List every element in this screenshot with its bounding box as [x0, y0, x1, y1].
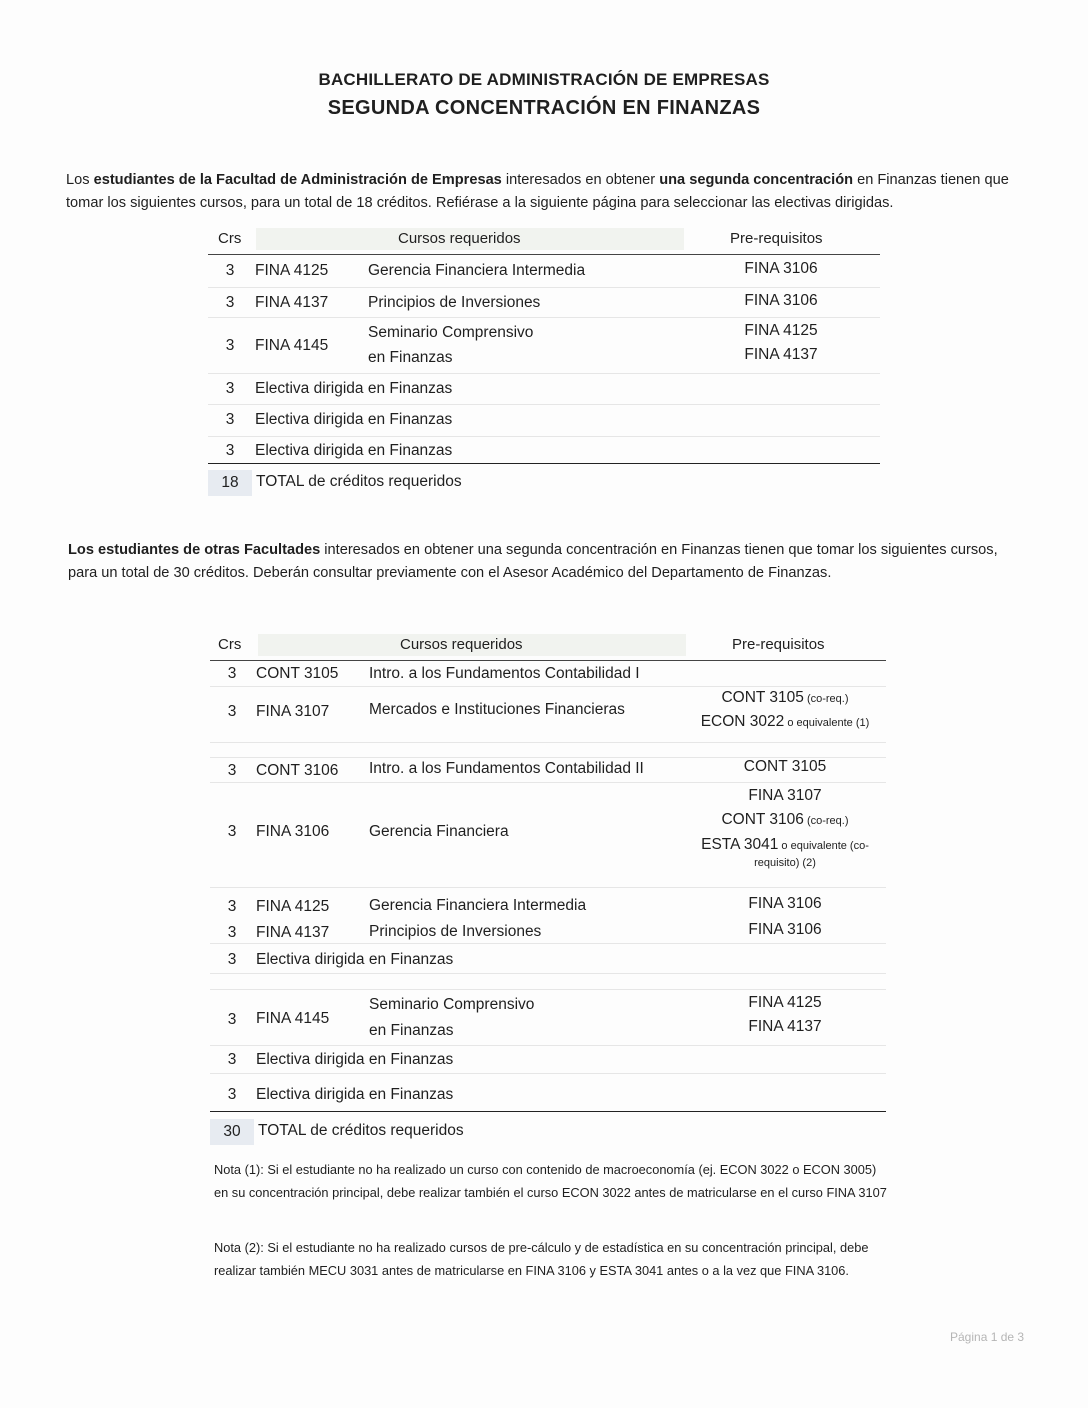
row-credits: 3 [227, 1086, 237, 1103]
row-course-name: en Finanzas [369, 1022, 454, 1039]
row-credits: 3 [227, 823, 237, 840]
row-elective: Electiva dirigida en Finanzas [256, 1051, 454, 1068]
row-prereq: FINA 3106 [744, 292, 818, 309]
row-elective: Electiva dirigida en Finanzas [256, 951, 454, 968]
row-credits: 3 [227, 951, 237, 968]
row-prereq: FINA 4137 [744, 346, 818, 363]
table-row [208, 374, 880, 405]
row-credits: 3 [227, 1051, 237, 1068]
row-course-name: Intro. a los Fundamentos Contabilidad I [369, 665, 640, 682]
prereq-note: (co-req.) [803, 693, 849, 705]
row-course-code: FINA 3106 [256, 823, 330, 840]
table-row [210, 917, 886, 944]
section1-intro [66, 169, 1026, 215]
row-prereq: FINA 3106 [744, 260, 818, 277]
row-credits: 3 [225, 411, 235, 428]
row-course-name: Mercados e Instituciones Financieras [369, 701, 625, 718]
prereq-note: requisito) (2) [754, 857, 816, 869]
header-courses: Cursos requeridos [398, 230, 521, 247]
total-credits: 18 [208, 470, 252, 496]
table-row [210, 990, 886, 1046]
total-label: TOTAL de créditos requeridos [256, 473, 462, 490]
row-elective: Electiva dirigida en Finanzas [255, 442, 453, 459]
row-credits: 3 [225, 380, 235, 397]
row-credits: 3 [227, 924, 237, 941]
table-row [208, 405, 880, 437]
row-elective: Electiva dirigida en Finanzas [256, 1086, 454, 1103]
total-divider [210, 1111, 886, 1112]
row-credits: 3 [227, 898, 237, 915]
table-row [210, 1046, 886, 1074]
section2-intro [68, 539, 1028, 585]
row-credits: 3 [225, 294, 235, 311]
row-course-name: Seminario Comprensivo [369, 996, 535, 1013]
row-elective: Electiva dirigida en Finanzas [255, 411, 453, 428]
header-crs: Crs [218, 230, 242, 247]
row-course-code: FINA 4125 [256, 898, 330, 915]
row-course-code: FINA 4145 [256, 1010, 330, 1027]
prereq-note: o equivalente (co- [778, 840, 869, 852]
header-courses: Cursos requeridos [400, 636, 523, 653]
table-row [210, 783, 886, 888]
prereq-code: ECON 3022 [700, 713, 785, 730]
table-row [208, 288, 880, 318]
prereq-note: (co-req.) [803, 815, 849, 827]
prereq-code: CONT 3105 [721, 689, 804, 706]
intro-text: Los [66, 172, 94, 188]
header-prereq: Pre-requisitos [732, 636, 825, 653]
note-2: Nota (2): Si el estudiante no ha realizado cursos de pre-cálculo y de estadística en su concentración principal, debe realizar también MECU 3031 antes de matricularse en FINA 3106 y ESTA 3041 antes o a la vez que FINA 3106. [214, 1240, 869, 1278]
intro-bold-text: una segunda concentración [659, 172, 854, 188]
intro-text: en Finanzas tienen que tomar los siguientes cursos, para un total de 18 créditos. Refiérase a la siguiente página para seleccionar las electivas dirigidas. [66, 172, 1009, 211]
row-prereq [680, 685, 890, 712]
courses-table-2 [210, 634, 886, 1154]
row-prereq: FINA 4125 [744, 322, 818, 339]
intro-bold-text: estudiantes de la Facultad de Administración de Empresas [93, 172, 502, 188]
total-credits: 30 [210, 1119, 254, 1145]
row-prereq: CONT 3105 [743, 758, 827, 775]
row-elective: Electiva dirigida en Finanzas [255, 380, 453, 397]
row-course-code: FINA 3107 [256, 703, 330, 720]
prereq-code: CONT 3106 [721, 811, 804, 828]
row-course-code: FINA 4137 [256, 924, 330, 941]
table-row [210, 888, 886, 916]
row-course-code: FINA 4145 [255, 337, 329, 354]
row-credits: 3 [227, 665, 237, 682]
row-course-code: CONT 3105 [256, 665, 339, 682]
intro-text: interesados en obtener una segunda concentración en Finanzas tienen que tomar los siguientes cursos, para un total de 30 créditos. Deberán consultar previamente con el Asesor Académico del Departamento de Finanzas. [68, 542, 998, 581]
row-course-code: FINA 4137 [255, 294, 329, 311]
row-prereq [680, 709, 890, 736]
row-credits: 3 [227, 762, 237, 779]
row-course-name: Gerencia Financiera [369, 823, 509, 840]
table-row [210, 944, 886, 974]
table-row [210, 662, 886, 687]
table-row [210, 687, 886, 743]
row-credits: 3 [225, 442, 235, 459]
table-row [208, 256, 880, 288]
table-row [208, 437, 880, 464]
courses-table-1 [208, 228, 880, 498]
row-prereq: FINA 4125 [748, 994, 822, 1011]
intro-text: interesados en obtener [501, 172, 660, 188]
row-course-code: CONT 3106 [256, 762, 339, 779]
document-title: BACHILLERATO DE ADMINISTRACIÓN DE EMPRESAS [318, 70, 770, 89]
table-header [210, 634, 886, 661]
row-course-name: Gerencia Financiera Intermedia [368, 262, 586, 279]
prereq-note: o equivalente (1) [784, 717, 870, 729]
total-label: TOTAL de créditos requeridos [258, 1122, 464, 1139]
header-prereq: Pre-requisitos [730, 230, 823, 247]
row-course-name: en Finanzas [368, 349, 453, 366]
total-divider [208, 463, 880, 464]
row-course-name: Seminario Comprensivo [368, 324, 534, 341]
row-prereq: FINA 4137 [748, 1018, 822, 1035]
table-row [210, 758, 886, 783]
row-prereq: FINA 3106 [748, 895, 822, 912]
row-course-code: FINA 4125 [255, 262, 329, 279]
table-header [208, 228, 880, 255]
table-row-spacer [210, 974, 886, 990]
row-prereq [680, 807, 890, 834]
row-prereq: FINA 3107 [748, 787, 822, 804]
table-row [210, 1074, 886, 1110]
intro-bold-text: Los estudiantes de otras Facultades [68, 542, 321, 558]
row-credits: 3 [225, 337, 235, 354]
row-credits: 3 [227, 703, 237, 720]
row-course-name: Principios de Inversiones [369, 923, 542, 940]
page-number: Página 1 de 3 [950, 1330, 1025, 1344]
row-credits: 3 [227, 1011, 237, 1028]
row-course-name: Intro. a los Fundamentos Contabilidad II [369, 760, 644, 777]
header-crs: Crs [218, 636, 242, 653]
row-credits: 3 [225, 262, 235, 279]
row-course-name: Principios de Inversiones [368, 294, 541, 311]
table-row [208, 318, 880, 374]
document-subtitle: SEGUNDA CONCENTRACIÓN EN FINANZAS [327, 97, 761, 119]
note-1: Nota (1): Si el estudiante no ha realizado un curso con contenido de macroeconomía (ej. ECON 3022 o ECON 3005) en su concentración principal, debe realizar también el curso ECON 3022 antes de matricularse en el curso FINA 3107 [214, 1162, 887, 1200]
row-prereq: FINA 3106 [748, 921, 822, 938]
prereq-code: ESTA 3041 [701, 836, 779, 853]
row-course-name: Gerencia Financiera Intermedia [369, 897, 587, 914]
